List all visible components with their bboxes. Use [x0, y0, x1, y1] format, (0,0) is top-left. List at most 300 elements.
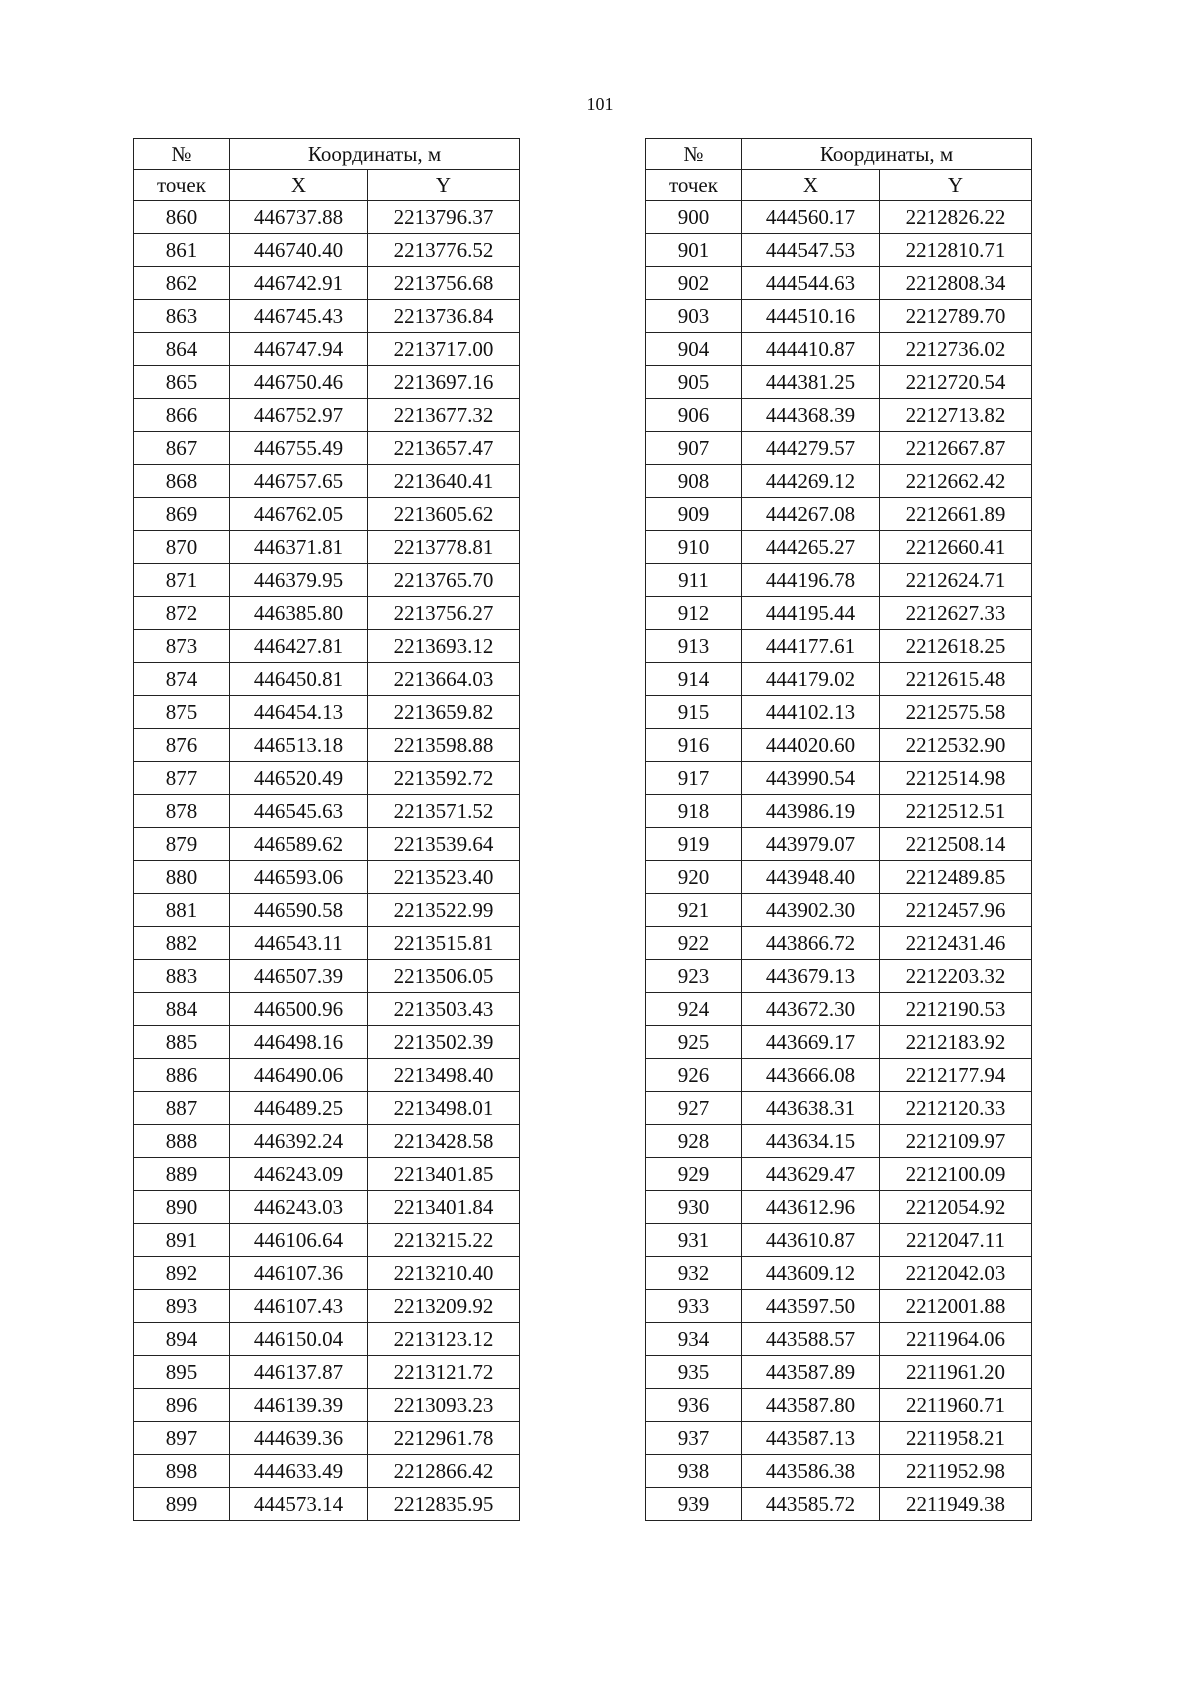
point-number-cell: 919 [646, 828, 742, 861]
y-coordinate-cell: 2212042.03 [880, 1257, 1032, 1290]
x-coordinate-cell: 446450.81 [230, 663, 368, 696]
point-number-cell: 935 [646, 1356, 742, 1389]
table-row [134, 1422, 520, 1455]
coordinates-header: Координаты, м [742, 139, 1032, 170]
x-coordinate-cell: 446392.24 [230, 1125, 368, 1158]
y-column-header: Y [368, 170, 520, 201]
point-number-cell: 885 [134, 1026, 230, 1059]
y-coordinate-cell: 2213215.22 [368, 1224, 520, 1257]
table-header [646, 139, 1032, 201]
table-row [134, 564, 520, 597]
y-coordinate-cell: 2212047.11 [880, 1224, 1032, 1257]
point-number-cell: 878 [134, 795, 230, 828]
y-coordinate-cell: 2213592.72 [368, 762, 520, 795]
table-row [134, 432, 520, 465]
y-coordinate-cell: 2212054.92 [880, 1191, 1032, 1224]
y-coordinate-cell: 2212100.09 [880, 1158, 1032, 1191]
point-number-subheader: точек [646, 170, 742, 201]
x-coordinate-cell: 446593.06 [230, 861, 368, 894]
point-number-cell: 920 [646, 861, 742, 894]
y-coordinate-cell: 2213736.84 [368, 300, 520, 333]
point-number-cell: 896 [134, 1389, 230, 1422]
point-number-cell: 879 [134, 828, 230, 861]
x-coordinate-cell: 444269.12 [742, 465, 880, 498]
x-coordinate-cell: 443629.47 [742, 1158, 880, 1191]
x-coordinate-cell: 446371.81 [230, 531, 368, 564]
x-coordinate-cell: 446139.39 [230, 1389, 368, 1422]
x-coordinate-cell: 444410.87 [742, 333, 880, 366]
x-coordinate-cell: 444177.61 [742, 630, 880, 663]
y-coordinate-cell: 2213677.32 [368, 399, 520, 432]
point-number-cell: 924 [646, 993, 742, 1026]
point-number-cell: 928 [646, 1125, 742, 1158]
y-coordinate-cell: 2212736.02 [880, 333, 1032, 366]
y-coordinate-cell: 2212431.46 [880, 927, 1032, 960]
point-number-subheader: точек [134, 170, 230, 201]
y-coordinate-cell: 2212508.14 [880, 828, 1032, 861]
y-coordinate-cell: 2211952.98 [880, 1455, 1032, 1488]
page-number: 101 [586, 94, 614, 114]
table-row [134, 630, 520, 663]
point-number-cell: 882 [134, 927, 230, 960]
point-number-cell: 888 [134, 1125, 230, 1158]
y-coordinate-cell: 2213778.81 [368, 531, 520, 564]
table-row [134, 1125, 520, 1158]
y-coordinate-cell: 2213123.12 [368, 1323, 520, 1356]
table-row [134, 366, 520, 399]
point-number-cell: 883 [134, 960, 230, 993]
table-row [134, 201, 520, 234]
point-number-cell: 895 [134, 1356, 230, 1389]
x-coordinate-cell: 443587.89 [742, 1356, 880, 1389]
y-coordinate-cell: 2213697.16 [368, 366, 520, 399]
x-coordinate-cell: 444573.14 [230, 1488, 368, 1521]
table-row [134, 762, 520, 795]
table-row [134, 531, 520, 564]
table-row [134, 399, 520, 432]
point-number-cell: 929 [646, 1158, 742, 1191]
point-number-cell: 937 [646, 1422, 742, 1455]
y-coordinate-cell: 2213121.72 [368, 1356, 520, 1389]
table-row [646, 300, 1032, 333]
x-coordinate-cell: 446454.13 [230, 696, 368, 729]
x-coordinate-cell: 446150.04 [230, 1323, 368, 1356]
table-row [134, 1158, 520, 1191]
y-coordinate-cell: 2212512.51 [880, 795, 1032, 828]
table-row [646, 795, 1032, 828]
x-coordinate-cell: 444560.17 [742, 201, 880, 234]
x-coordinate-cell: 446137.87 [230, 1356, 368, 1389]
point-number-header: № [646, 139, 742, 170]
table-row [646, 1125, 1032, 1158]
table-row [134, 663, 520, 696]
y-coordinate-cell: 2212661.89 [880, 498, 1032, 531]
point-number-cell: 926 [646, 1059, 742, 1092]
y-coordinate-cell: 2213498.40 [368, 1059, 520, 1092]
x-coordinate-cell: 446379.95 [230, 564, 368, 597]
y-coordinate-cell: 2212624.71 [880, 564, 1032, 597]
x-coordinate-cell: 444547.53 [742, 234, 880, 267]
y-coordinate-cell: 2213776.52 [368, 234, 520, 267]
y-coordinate-cell: 2213503.43 [368, 993, 520, 1026]
x-coordinate-cell: 444368.39 [742, 399, 880, 432]
y-coordinate-cell: 2212001.88 [880, 1290, 1032, 1323]
point-number-cell: 892 [134, 1257, 230, 1290]
y-coordinate-cell: 2212720.54 [880, 366, 1032, 399]
x-coordinate-cell: 444020.60 [742, 729, 880, 762]
table-row [646, 1026, 1032, 1059]
y-coordinate-cell: 2213598.88 [368, 729, 520, 762]
x-coordinate-cell: 446106.64 [230, 1224, 368, 1257]
coordinates-table-left [133, 138, 520, 1521]
point-number-cell: 927 [646, 1092, 742, 1125]
table-row [134, 333, 520, 366]
table-row [134, 1191, 520, 1224]
point-number-cell: 864 [134, 333, 230, 366]
table-row [134, 498, 520, 531]
point-number-cell: 939 [646, 1488, 742, 1521]
x-column-header: X [742, 170, 880, 201]
x-coordinate-cell: 444279.57 [742, 432, 880, 465]
x-coordinate-cell: 443986.19 [742, 795, 880, 828]
x-coordinate-cell: 444267.08 [742, 498, 880, 531]
y-coordinate-cell: 2213765.70 [368, 564, 520, 597]
y-coordinate-cell: 2213401.84 [368, 1191, 520, 1224]
table-row [134, 465, 520, 498]
x-coordinate-cell: 443609.12 [742, 1257, 880, 1290]
point-number-cell: 934 [646, 1323, 742, 1356]
point-number-cell: 891 [134, 1224, 230, 1257]
table-row [646, 1224, 1032, 1257]
point-number-cell: 897 [134, 1422, 230, 1455]
point-number-cell: 860 [134, 201, 230, 234]
y-coordinate-cell: 2213539.64 [368, 828, 520, 861]
x-coordinate-cell: 443585.72 [742, 1488, 880, 1521]
table-row [646, 201, 1032, 234]
y-coordinate-cell: 2212961.78 [368, 1422, 520, 1455]
table-row [646, 663, 1032, 696]
coordinates-header: Координаты, м [230, 139, 520, 170]
table-row [646, 399, 1032, 432]
x-coordinate-cell: 443586.38 [742, 1455, 880, 1488]
y-coordinate-cell: 2213756.68 [368, 267, 520, 300]
y-coordinate-cell: 2212514.98 [880, 762, 1032, 795]
point-number-cell: 936 [646, 1389, 742, 1422]
point-number-cell: 925 [646, 1026, 742, 1059]
y-coordinate-cell: 2212660.41 [880, 531, 1032, 564]
table-row [646, 267, 1032, 300]
table-row [134, 234, 520, 267]
x-coordinate-cell: 443588.57 [742, 1323, 880, 1356]
point-number-cell: 893 [134, 1290, 230, 1323]
point-number-cell: 900 [646, 201, 742, 234]
y-coordinate-cell: 2212457.96 [880, 894, 1032, 927]
table-row [646, 1422, 1032, 1455]
x-coordinate-cell: 444102.13 [742, 696, 880, 729]
y-coordinate-cell: 2212203.32 [880, 960, 1032, 993]
y-coordinate-cell: 2212810.71 [880, 234, 1032, 267]
point-number-cell: 877 [134, 762, 230, 795]
x-coordinate-cell: 443638.31 [742, 1092, 880, 1125]
y-coordinate-cell: 2213093.23 [368, 1389, 520, 1422]
table-row [134, 1455, 520, 1488]
point-number-cell: 886 [134, 1059, 230, 1092]
table-row [134, 1488, 520, 1521]
x-coordinate-cell: 444510.16 [742, 300, 880, 333]
point-number-cell: 871 [134, 564, 230, 597]
table-row [134, 1224, 520, 1257]
point-number-cell: 921 [646, 894, 742, 927]
y-coordinate-cell: 2211964.06 [880, 1323, 1032, 1356]
y-coordinate-cell: 2213428.58 [368, 1125, 520, 1158]
x-coordinate-cell: 444633.49 [230, 1455, 368, 1488]
point-number-cell: 932 [646, 1257, 742, 1290]
table-row [134, 1092, 520, 1125]
x-coordinate-cell: 443990.54 [742, 762, 880, 795]
y-coordinate-cell: 2212618.25 [880, 630, 1032, 663]
x-coordinate-cell: 443634.15 [742, 1125, 880, 1158]
y-coordinate-cell: 2212489.85 [880, 861, 1032, 894]
table-row [646, 894, 1032, 927]
x-coordinate-cell: 446750.46 [230, 366, 368, 399]
x-coordinate-cell: 443679.13 [742, 960, 880, 993]
point-number-cell: 876 [134, 729, 230, 762]
x-coordinate-cell: 443866.72 [742, 927, 880, 960]
y-coordinate-cell: 2212177.94 [880, 1059, 1032, 1092]
x-coordinate-cell: 446757.65 [230, 465, 368, 498]
x-coordinate-cell: 444381.25 [742, 366, 880, 399]
y-coordinate-cell: 2212662.42 [880, 465, 1032, 498]
point-number-cell: 904 [646, 333, 742, 366]
x-coordinate-cell: 443672.30 [742, 993, 880, 1026]
table-row [646, 366, 1032, 399]
table-row [134, 828, 520, 861]
y-coordinate-cell: 2211961.20 [880, 1356, 1032, 1389]
table-row [134, 894, 520, 927]
y-coordinate-cell: 2213693.12 [368, 630, 520, 663]
table-row [646, 1389, 1032, 1422]
y-coordinate-cell: 2213664.03 [368, 663, 520, 696]
x-coordinate-cell: 446755.49 [230, 432, 368, 465]
point-number-cell: 910 [646, 531, 742, 564]
x-coordinate-cell: 444639.36 [230, 1422, 368, 1455]
table-row [646, 630, 1032, 663]
table-row [646, 432, 1032, 465]
y-coordinate-cell: 2213209.92 [368, 1290, 520, 1323]
x-column-header: X [230, 170, 368, 201]
x-coordinate-cell: 444544.63 [742, 267, 880, 300]
table-row [646, 498, 1032, 531]
table-row [646, 762, 1032, 795]
x-coordinate-cell: 446543.11 [230, 927, 368, 960]
table-row [646, 1290, 1032, 1323]
x-coordinate-cell: 446590.58 [230, 894, 368, 927]
x-coordinate-cell: 446752.97 [230, 399, 368, 432]
point-number-cell: 865 [134, 366, 230, 399]
y-coordinate-cell: 2212808.34 [880, 267, 1032, 300]
point-number-cell: 866 [134, 399, 230, 432]
table-row [646, 861, 1032, 894]
point-number-cell: 870 [134, 531, 230, 564]
table-row [646, 729, 1032, 762]
table-row [134, 729, 520, 762]
x-coordinate-cell: 446762.05 [230, 498, 368, 531]
table-row [134, 1356, 520, 1389]
table-row [646, 960, 1032, 993]
x-coordinate-cell: 443669.17 [742, 1026, 880, 1059]
point-number-cell: 938 [646, 1455, 742, 1488]
y-coordinate-cell: 2213796.37 [368, 201, 520, 234]
table-row [134, 1026, 520, 1059]
table-row [134, 267, 520, 300]
y-coordinate-cell: 2213210.40 [368, 1257, 520, 1290]
point-number-cell: 890 [134, 1191, 230, 1224]
point-number-cell: 905 [646, 366, 742, 399]
x-coordinate-cell: 446243.03 [230, 1191, 368, 1224]
point-number-cell: 874 [134, 663, 230, 696]
table-row [646, 993, 1032, 1026]
x-coordinate-cell: 446490.06 [230, 1059, 368, 1092]
x-coordinate-cell: 443979.07 [742, 828, 880, 861]
table-row [646, 1257, 1032, 1290]
x-coordinate-cell: 446243.09 [230, 1158, 368, 1191]
y-coordinate-cell: 2212627.33 [880, 597, 1032, 630]
point-number-cell: 868 [134, 465, 230, 498]
x-coordinate-cell: 446747.94 [230, 333, 368, 366]
table-row [134, 861, 520, 894]
y-coordinate-cell: 2212713.82 [880, 399, 1032, 432]
point-number-cell: 863 [134, 300, 230, 333]
table-body [134, 201, 520, 1521]
point-number-cell: 922 [646, 927, 742, 960]
point-number-cell: 869 [134, 498, 230, 531]
y-coordinate-cell: 2212183.92 [880, 1026, 1032, 1059]
y-coordinate-cell: 2213756.27 [368, 597, 520, 630]
table-row [646, 465, 1032, 498]
y-coordinate-cell: 2211960.71 [880, 1389, 1032, 1422]
x-coordinate-cell: 446545.63 [230, 795, 368, 828]
y-coordinate-cell: 2212615.48 [880, 663, 1032, 696]
point-number-cell: 889 [134, 1158, 230, 1191]
x-coordinate-cell: 446500.96 [230, 993, 368, 1026]
table-row [134, 795, 520, 828]
x-coordinate-cell: 444196.78 [742, 564, 880, 597]
table-row [646, 1191, 1032, 1224]
x-coordinate-cell: 446740.40 [230, 234, 368, 267]
point-number-cell: 898 [134, 1455, 230, 1488]
point-number-cell: 875 [134, 696, 230, 729]
x-coordinate-cell: 443948.40 [742, 861, 880, 894]
x-coordinate-cell: 446745.43 [230, 300, 368, 333]
y-coordinate-cell: 2213640.41 [368, 465, 520, 498]
y-coordinate-cell: 2213717.00 [368, 333, 520, 366]
y-coordinate-cell: 2213502.39 [368, 1026, 520, 1059]
y-coordinate-cell: 2212826.22 [880, 201, 1032, 234]
point-number-cell: 899 [134, 1488, 230, 1521]
table-row [646, 597, 1032, 630]
x-coordinate-cell: 446520.49 [230, 762, 368, 795]
point-number-cell: 880 [134, 861, 230, 894]
point-number-cell: 917 [646, 762, 742, 795]
point-number-cell: 923 [646, 960, 742, 993]
table-row [646, 1455, 1032, 1488]
point-number-cell: 867 [134, 432, 230, 465]
table-row [134, 927, 520, 960]
x-coordinate-cell: 444195.44 [742, 597, 880, 630]
y-coordinate-cell: 2212190.53 [880, 993, 1032, 1026]
y-coordinate-cell: 2213659.82 [368, 696, 520, 729]
point-number-cell: 903 [646, 300, 742, 333]
point-number-cell: 887 [134, 1092, 230, 1125]
x-coordinate-cell: 446385.80 [230, 597, 368, 630]
y-coordinate-cell: 2213522.99 [368, 894, 520, 927]
y-coordinate-cell: 2213401.85 [368, 1158, 520, 1191]
y-coordinate-cell: 2213605.62 [368, 498, 520, 531]
x-coordinate-cell: 444179.02 [742, 663, 880, 696]
y-coordinate-cell: 2213506.05 [368, 960, 520, 993]
x-coordinate-cell: 446589.62 [230, 828, 368, 861]
table-row [134, 300, 520, 333]
x-coordinate-cell: 443587.80 [742, 1389, 880, 1422]
point-number-cell: 909 [646, 498, 742, 531]
x-coordinate-cell: 443666.08 [742, 1059, 880, 1092]
table-row [134, 1323, 520, 1356]
table-row [646, 234, 1032, 267]
y-coordinate-cell: 2213523.40 [368, 861, 520, 894]
point-number-cell: 907 [646, 432, 742, 465]
table-body [646, 201, 1032, 1521]
point-number-cell: 901 [646, 234, 742, 267]
x-coordinate-cell: 444265.27 [742, 531, 880, 564]
point-number-cell: 931 [646, 1224, 742, 1257]
x-coordinate-cell: 446498.16 [230, 1026, 368, 1059]
y-coordinate-cell: 2212120.33 [880, 1092, 1032, 1125]
x-coordinate-cell: 446742.91 [230, 267, 368, 300]
point-number-cell: 914 [646, 663, 742, 696]
table-header [134, 139, 520, 201]
table-row [646, 1059, 1032, 1092]
y-coordinate-cell: 2213498.01 [368, 1092, 520, 1125]
x-coordinate-cell: 443610.87 [742, 1224, 880, 1257]
coordinates-table-right [645, 138, 1032, 1521]
y-coordinate-cell: 2213571.52 [368, 795, 520, 828]
point-number-cell: 918 [646, 795, 742, 828]
table-row [134, 597, 520, 630]
y-coordinate-cell: 2212532.90 [880, 729, 1032, 762]
y-coordinate-cell: 2212789.70 [880, 300, 1032, 333]
point-number-cell: 913 [646, 630, 742, 663]
point-number-cell: 872 [134, 597, 230, 630]
y-coordinate-cell: 2212575.58 [880, 696, 1032, 729]
point-number-cell: 908 [646, 465, 742, 498]
point-number-cell: 915 [646, 696, 742, 729]
x-coordinate-cell: 446107.43 [230, 1290, 368, 1323]
table-row [134, 960, 520, 993]
x-coordinate-cell: 446513.18 [230, 729, 368, 762]
x-coordinate-cell: 446107.36 [230, 1257, 368, 1290]
y-column-header: Y [880, 170, 1032, 201]
x-coordinate-cell: 446507.39 [230, 960, 368, 993]
point-number-cell: 861 [134, 234, 230, 267]
table-row [646, 927, 1032, 960]
point-number-cell: 894 [134, 1323, 230, 1356]
y-coordinate-cell: 2212835.95 [368, 1488, 520, 1521]
table-row [646, 1323, 1032, 1356]
y-coordinate-cell: 2212109.97 [880, 1125, 1032, 1158]
x-coordinate-cell: 446489.25 [230, 1092, 368, 1125]
x-coordinate-cell: 443902.30 [742, 894, 880, 927]
table-row [134, 696, 520, 729]
